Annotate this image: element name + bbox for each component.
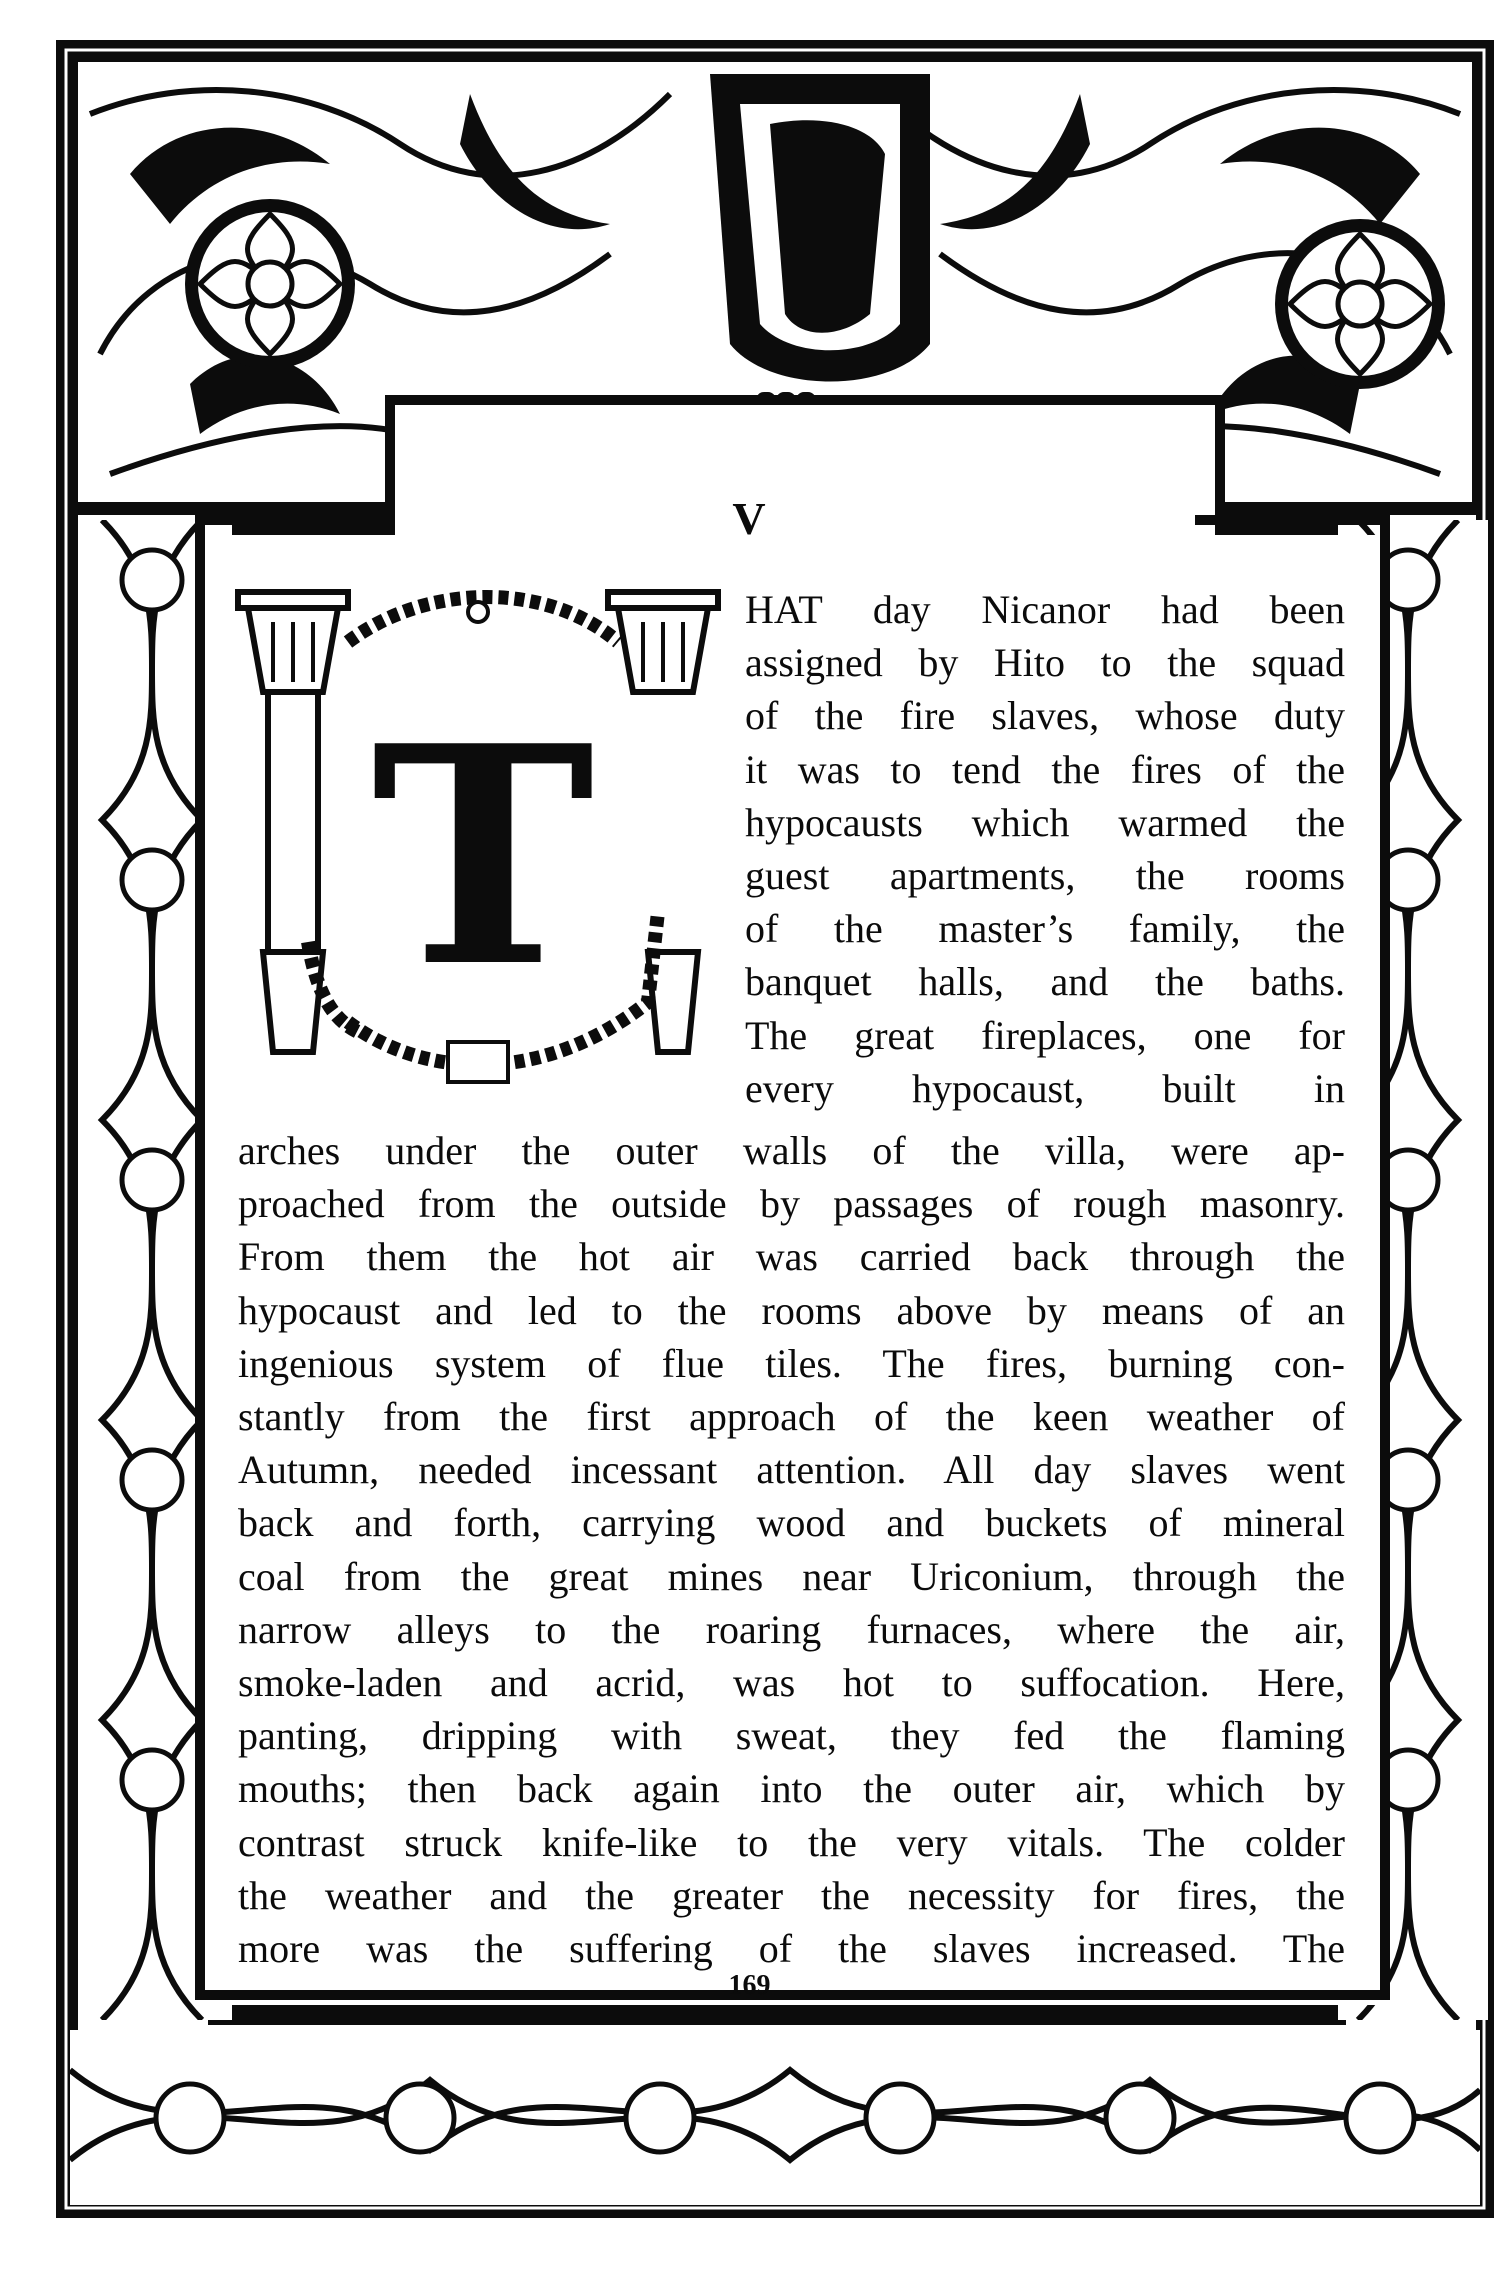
text-line: coal from the great mines near Uriconium, through the	[238, 1553, 1345, 1599]
text-line: smoke-laden and acrid, was hot to suffocation. Here,	[238, 1660, 1345, 1706]
text-line: mouths; then back again into the outer air, which by	[238, 1766, 1345, 1812]
text-line: banquet halls, and the baths.	[745, 959, 1345, 1005]
text-line: it was to tend the fires of the	[745, 746, 1345, 792]
text-line: guest apartments, the rooms	[745, 853, 1345, 899]
bottom-border-band	[70, 2030, 1480, 2205]
text-line: hypocaust and led to the rooms above by means of an	[238, 1287, 1345, 1333]
text-line: of the master’s family, the	[745, 906, 1345, 952]
text-line: more was the suffering of the slaves increased. The	[238, 1926, 1345, 1972]
text-line: panting, dripping with sweat, they fed the flaming	[238, 1713, 1345, 1759]
text-line: proached from the outside by passages of rough masonry.	[238, 1181, 1345, 1227]
text-line: stantly from the first approach of the keen weather of	[238, 1394, 1345, 1440]
text-line: arches under the outer walls of the villa, were ap-	[238, 1128, 1345, 1173]
text-line: every hypocaust, built in	[745, 1065, 1345, 1111]
text-line: From them the hot air was carried back through the	[238, 1234, 1345, 1280]
text-line: the weather and the greater the necessity for fires, the	[238, 1872, 1345, 1918]
rose-right-icon	[1275, 219, 1445, 389]
text-line: ingenious system of flue tiles. The fires, burning con-	[238, 1340, 1345, 1386]
harp-icon	[710, 74, 930, 382]
page-number: 169	[728, 1970, 771, 2001]
text-line: hypocausts which warmed the	[745, 799, 1345, 845]
text-line: contrast struck knife-like to the very vitals. The colder	[238, 1819, 1345, 1865]
text-line: Autumn, needed incessant attention. All day slaves went	[238, 1447, 1345, 1493]
text-line: The great fireplaces, one for	[745, 1012, 1345, 1058]
rose-left-icon	[185, 199, 355, 369]
text-line: of the fire slaves, whose duty	[745, 693, 1345, 739]
text-line: narrow alleys to the roaring furnaces, where the air,	[238, 1606, 1345, 1652]
body-text-beside-initial	[745, 583, 1345, 1115]
text-line: back and forth, carrying wood and buckets of mineral	[238, 1500, 1345, 1546]
body-text	[238, 1124, 1345, 1975]
drop-initial-letter: T	[371, 680, 595, 1033]
text-line: assigned by Hito to the squad	[745, 640, 1345, 686]
chapter-numeral: V	[732, 493, 767, 544]
text-line: HAT day Nicanor had been	[745, 587, 1345, 632]
drop-initial-ornament	[228, 582, 730, 1102]
